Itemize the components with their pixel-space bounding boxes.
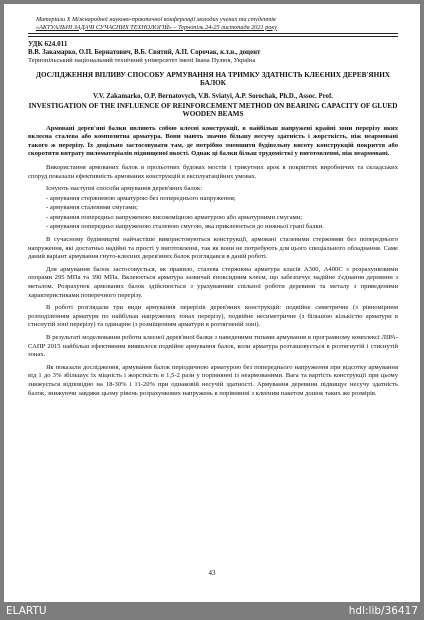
list-item: - армування попередньо напруженою сталевою смугою, яка приклеюється до нижньої грані балки. (46, 223, 324, 231)
footer-repository-name: ELARTU (6, 605, 47, 617)
reinforcement-methods-list (28, 195, 398, 232)
paragraph-6: В результаті моделювання роботи клеєної дерев'яної балки з наведеними типами армування в програмному комплексі ЛІРА-САПР 2015 найбільш ефективним виявилося подвійне армування балок, коли арматура розташовується в розтягнутій і стиснутій зонах. (28, 334, 398, 359)
abstract: Армовані дерев'яні балки являють собою клеєні конструкції, в найбільш напружені крайні зони перерізу яких вклеєна сталева або композитна арматура. Вони мають значно більшу несучу здатність і жорсткість, ніж неармовані такого ж перерізу. Їх доцільно застосовувати там, де потрібно зменшити будівельну висоту конструкцій покриття або скоротити витрату пиломатеріалів підвищеної якості. Однак ці балки більш трудомісткі у виготовленні, ніж неармовані. (28, 124, 398, 158)
conference-header (28, 16, 398, 31)
page-number: 43 (208, 569, 216, 577)
list-item: - армування попередньо напруженою високоміцною арматурою або арматурними смугами; (46, 213, 303, 221)
document-page (4, 4, 420, 602)
footer-handle: hdl:lib/36417 (348, 605, 418, 617)
title-en: INVESTIGATION OF THE INFLUENCE OF REINFORCEMENT METHOD ON BEARING CAPACITY OF GLUED WOODEN BEAMS (28, 101, 398, 119)
affiliation: Тернопільський національний технічний університет імені Івана Пулюя, Україна (28, 57, 256, 65)
paragraph-3: В сучасному будівництві найчастіше використовуються конструкції, армовані сталевими стержнями без попереднього напруження, які достатньо надійні та прості у виготовленні, так як вони не потребують для цього спеціального обладнання. Саме даний варіант армування гнуто-клеєних дерев'яних балок розглядався в даній роботі. (28, 236, 398, 261)
title-uk: ДОСЛІДЖЕННЯ ВПЛИВУ СПОСОБУ АРМУВАННЯ НА ТРИМКУ ЗДАТНІСТЬ КЛЕЄНИХ ДЕРЕВ'ЯНИХ БАЛОК (36, 70, 390, 87)
conference-header-line1: Матеріали Х Міжнародної науково-практичної конференції молодих учених та студентів (36, 16, 276, 23)
paragraph-1: Використання армованих балок в прольотних будовах мостів і трикутних арок в покриттях виробничих та складських споруд показали ефективність армованих конструкцій в експлуатаційних умовах. (28, 163, 398, 180)
udk-code: УДК 624.011 (28, 39, 68, 48)
authors-uk: В.В. Закамарко, О.П. Бернатович, В.Б. Святий, А.П. Сорочак, к.т.н., доцент (28, 48, 261, 56)
paragraph-5: В роботі розглядали три види армування перерізів дерев'яних конструкцій: подвійне симетричне (з рівномірним розподіленням арматури по найбільш напружених зонах перерізу), подвійне несиметричне (з більшою кількістю арматури в стиснутій зоні перерізу) та одинарне (з розміщенням арматури в розтягненій зоні). (28, 304, 398, 329)
paragraph-4: Для армування балок застосовується, як правило, сталева стержнева арматура класів А300, А400С з розрахунковими опорами 295 МПа та 390 МПа. Вклеюється арматура зазвичай епоксидним клеєм, що забезпечує надійне з'єднання деревини з металом. Розрахунок армованих балок здійснюється з урахуванням спільної роботи деревини та металу з приведеними характеристиками поперечного перерізу. (28, 265, 398, 299)
header-divider (28, 33, 398, 37)
paragraph-2: Існують наступні способи армування дерев'яних балок: (46, 185, 203, 193)
authors-en: V.V. Zakamarko, O.P. Bernatovych, V.B. Sviatyi, A.P. Sorochak, Ph.D., Assoc. Prof. (93, 93, 333, 101)
list-item: - армування стержневою арматурою без попереднього напруження; (46, 194, 236, 202)
conference-header-line2: «АКТУАЛЬНІ ЗАДАЧІ СУЧАСНИХ ТЕХНОЛОГІЙ» – Тернопіль 24-25 листопада 2021 року (36, 23, 277, 31)
paragraph-7: Як показали дослідження, армування балок періодичною арматурою без попереднього напруження при відсотку армування від 1 до 3% збільшує їх міцність і жорсткість в 1,5-2 рази у порівнянні із неармованими. Вага та вартість конструкції при цьому знижується відповідно на 18-30% і 11-20% при однаковій несучій здатності. Армування деревини підвищує несучу здатність балок, знижуючи завдяки цьому рівень розрахункових напружень в порівнянні з клееним пакетом дошок таких же розмірів. (28, 363, 398, 397)
list-item: - армування сталевими смугами; (46, 204, 138, 212)
repository-footer (0, 602, 424, 620)
